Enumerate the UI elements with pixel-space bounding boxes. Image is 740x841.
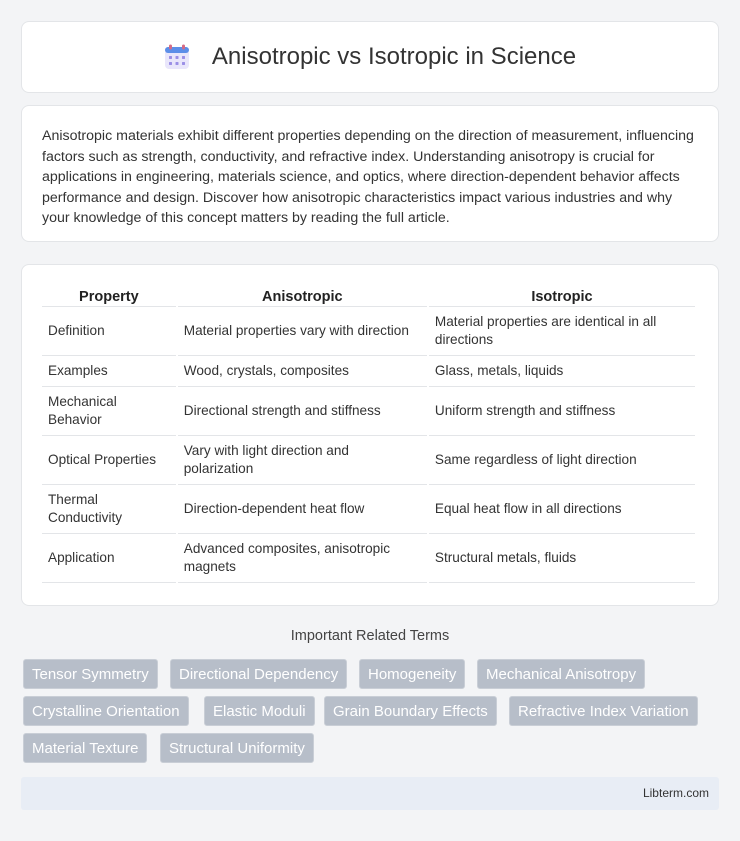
- table-header-row: [42, 285, 695, 307]
- page-title: Anisotropic vs Isotropic in Science: [211, 43, 577, 70]
- related-term-tag[interactable]: Directional Dependency: [170, 659, 347, 689]
- related-term-tag[interactable]: Crystalline Orientation: [23, 696, 189, 726]
- table-row: [42, 485, 695, 534]
- table-cell: Mechanical Behavior: [42, 387, 176, 436]
- footer: [21, 777, 719, 810]
- related-term-tag[interactable]: Mechanical Anisotropy: [477, 659, 645, 689]
- related-term-tag[interactable]: Homogeneity: [359, 659, 465, 689]
- column-header-property: Property: [42, 285, 176, 307]
- related-term-tag[interactable]: Tensor Symmetry: [23, 659, 158, 689]
- related-terms-heading: Important Related Terms: [290, 628, 450, 644]
- footer-brand-link[interactable]: Libterm.com: [642, 786, 709, 800]
- related-term-tag[interactable]: Refractive Index Variation: [509, 696, 698, 726]
- table-cell: Material properties are identical in all directions: [429, 307, 695, 356]
- table-cell: Examples: [42, 356, 176, 387]
- table-row: [42, 436, 695, 485]
- table-cell: Advanced composites, anisotropic magnets: [178, 534, 427, 583]
- table-cell: Application: [42, 534, 176, 583]
- related-term-tag[interactable]: Material Texture: [23, 733, 147, 763]
- column-header-isotropic: Isotropic: [429, 285, 695, 307]
- table-cell: Uniform strength and stiffness: [429, 387, 695, 436]
- table-row: [42, 387, 695, 436]
- column-header-anisotropic: Anisotropic: [178, 285, 427, 307]
- table-cell: Equal heat flow in all directions: [429, 485, 695, 534]
- table-cell: Optical Properties: [42, 436, 176, 485]
- table-cell: Directional strength and stiffness: [178, 387, 427, 436]
- calendar-icon: [164, 44, 190, 70]
- table-row: [42, 356, 695, 387]
- table-cell: Definition: [42, 307, 176, 356]
- table-cell: Direction-dependent heat flow: [178, 485, 427, 534]
- related-term-tag[interactable]: Elastic Moduli: [204, 696, 315, 726]
- title-card: [21, 21, 719, 93]
- table-cell: Thermal Conductivity: [42, 485, 176, 534]
- table-row: [42, 307, 695, 356]
- table-row: [42, 534, 695, 583]
- table-cell: Material properties vary with direction: [178, 307, 427, 356]
- intro-paragraph: Anisotropic materials exhibit different properties depending on the direction of measurement, influencing factors such as strength, conductivity, and refractive index. Understanding anisotropy is crucial for applications in engineering, materials science, and optics, where direction-dependent behavior affects performance and design. Discover how anisotropic characteristics impact various industries and why your knowledge of this concept matters by reading the full article.: [42, 128, 694, 226]
- related-term-tag[interactable]: Grain Boundary Effects: [324, 696, 497, 726]
- table-cell: Same regardless of light direction: [429, 436, 695, 485]
- comparison-table-card: [21, 264, 719, 606]
- related-term-tag[interactable]: Structural Uniformity: [160, 733, 314, 763]
- table-cell: Structural metals, fluids: [429, 534, 695, 583]
- table-cell: Wood, crystals, composites: [178, 356, 427, 387]
- table-cell: Vary with light direction and polarization: [178, 436, 427, 485]
- comparison-table: [40, 285, 697, 583]
- intro-card: [21, 105, 719, 242]
- table-cell: Glass, metals, liquids: [429, 356, 695, 387]
